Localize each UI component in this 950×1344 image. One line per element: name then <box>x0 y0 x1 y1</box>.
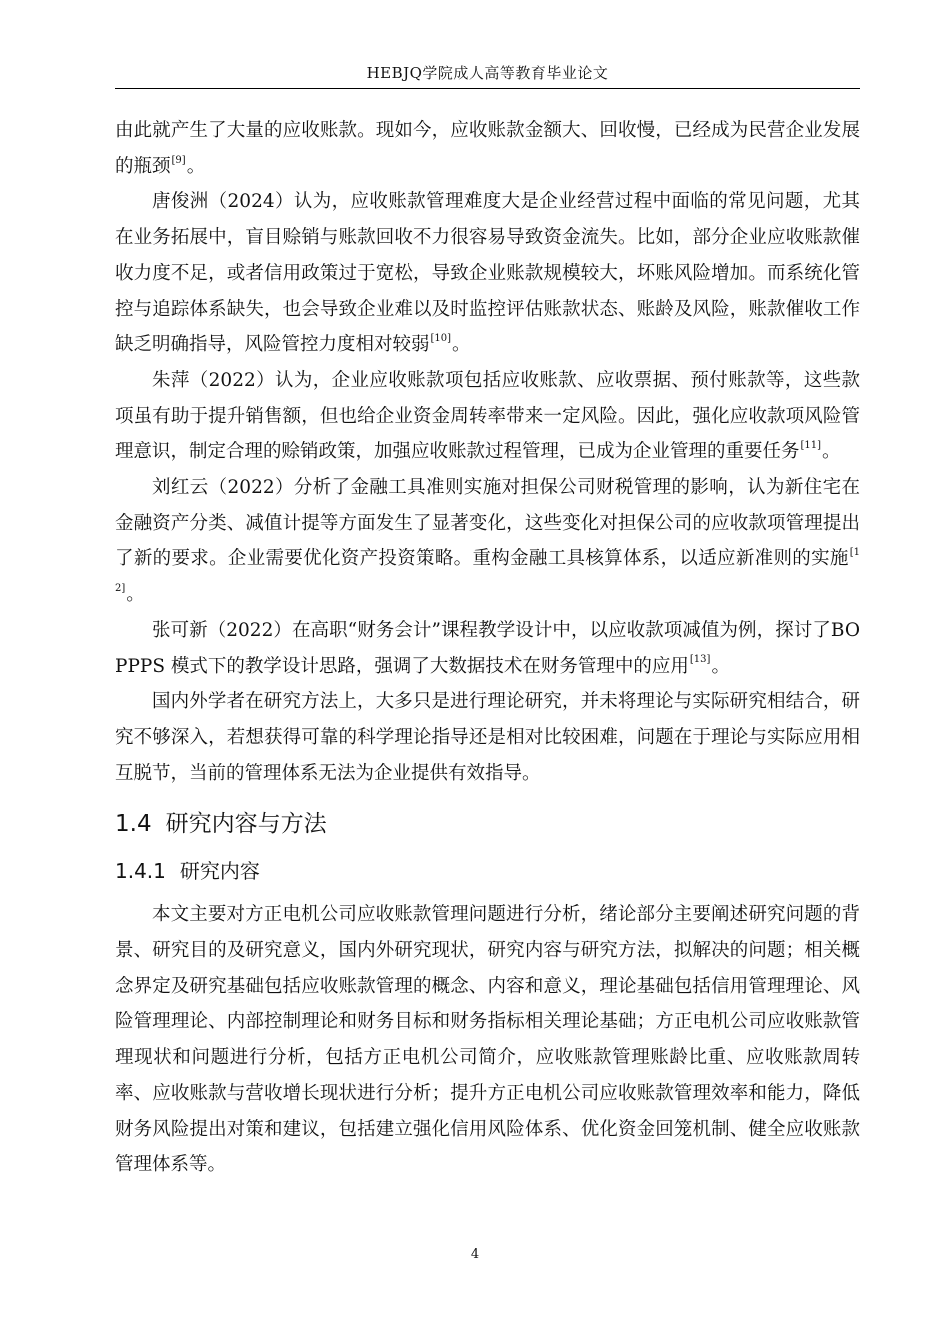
paragraph-end: 。 <box>126 584 145 606</box>
paragraph-end: 。 <box>711 655 730 677</box>
header-divider <box>115 88 860 89</box>
paragraph-end: 。 <box>822 441 841 463</box>
page-body <box>115 113 860 1183</box>
paragraph-end: 。 <box>186 155 206 177</box>
subsection-title: 研究内容 <box>179 859 260 884</box>
citation-marker: [11] <box>800 440 822 452</box>
page-number: 4 <box>470 1247 480 1262</box>
paragraph-text: 张可新（2022）在高职“财务会计”课程教学设计中，以应收款项减值为例，探讨了BOPPPS 模式下的教学设计思路，强调了大数据技术在财务管理中的应用 <box>115 619 860 677</box>
paragraph-research-content <box>115 897 860 1183</box>
citation-marker: [10] <box>430 333 452 345</box>
paragraph-summary <box>115 684 860 791</box>
paragraph-text: 刘红云（2022）分析了金融工具准则实施对担保公司财税管理的影响，认为新住宅在金融资产分类、减值计提等方面发生了显著变化，这些变化对担保公司的应收款项管理提出了新的要求。企业需要优化资产投资策略。重构金融工具核算体系，以适应新准则的实施 <box>115 477 860 570</box>
paragraph-text: 由此就产生了大量的应收账款。现如今，应收账款金额大、回收慢，已经成为民营企业发展的瓶颈 <box>115 120 860 177</box>
section-heading <box>115 799 860 849</box>
paragraph-text: 本文主要对方正电机公司应收账款管理问题进行分析，绪论部分主要阐述研究问题的背景、研究目的及研究意义，国内外研究现状，研究内容与研究方法，拟解决的问题；相关概念界定及研究基础包括应收账款管理的概念、内容和意义，理论基础包括信用管理理论、风险管理理论、内部控制理论和财务目标和财务指标相关理论基础；方正电机公司应收账款管理现状和问题进行分析，包括方正电机公司简介，应收账款管理账龄比重、应收账款周转率、应收账款与营收增长现状进行分析；提升方正电机公司应收账款管理效率和能力，降低财务风险提出对策和建议，包括建立强化信用风险体系、优化资金回笼机制、健全应收账款管理体系等。 <box>115 904 860 1176</box>
citation-marker: [9] <box>171 154 186 166</box>
paragraph-text: 国内外学者在研究方法上，大多只是进行理论研究，并未将理论与实际研究相结合，研究不够深入，若想获得可靠的科学理论指导还是相对比较困难，问题在于理论与实际应用相互脱节，当前的管理体系无法为企业提供有效指导。 <box>115 691 860 784</box>
subsection-number: 1.4.1 <box>115 859 166 884</box>
paragraph-liu-hongyun <box>115 470 860 613</box>
paragraph-zhu-ping <box>115 363 860 470</box>
section-title: 研究内容与方法 <box>165 811 327 838</box>
paragraph-text: 唐俊洲（2024）认为，应收账款管理难度大是企业经营过程中面临的常见问题，尤其在业务拓展中，盲目赊销与账款回收不力很容易导致资金流失。比如，部分企业应收账款催收力度不足，或者信用政策过于宽松，导致企业账款规模较大，坏账风险增加。而系统化管控与追踪体系缺失，也会导致企业难以及时监控评估账款状态、账龄及风险，账款催收工作缺乏明确指导，风险管控力度相对较弱 <box>115 191 860 356</box>
paragraph-zhang-kexin <box>115 613 860 684</box>
paragraph-tang-junzhou <box>115 184 860 363</box>
subsection-heading <box>115 849 860 893</box>
citation-marker: [13] <box>689 654 711 666</box>
section-number: 1.4 <box>115 811 152 838</box>
citation-marker: [12] <box>115 547 860 594</box>
running-header: HEBJQ学院成人高等教育毕业论文 <box>366 64 609 82</box>
paragraph-text: 朱萍（2022）认为，企业应收账款项包括应收账款、应收票据、预付账款等，这些款项虽有助于提升销售额，但也给企业资金周转率带来一定风险。因此，强化应收款项风险管理意识，制定合理的赊销政策，加强应收账款过程管理，已成为企业管理的重要任务 <box>115 369 860 463</box>
paragraph-continuation <box>115 113 860 184</box>
paragraph-end: 。 <box>452 334 471 356</box>
